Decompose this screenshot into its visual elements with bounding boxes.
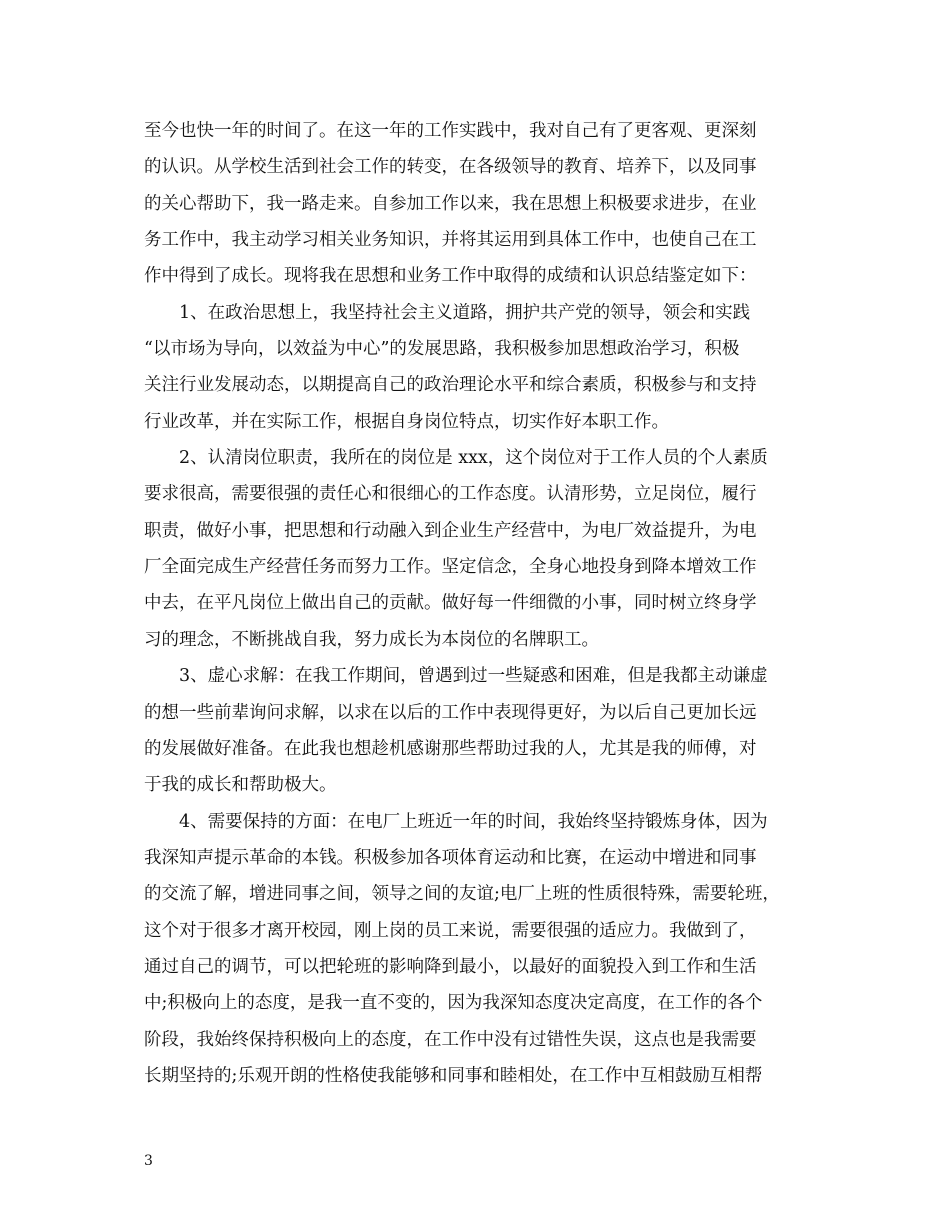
text-line: 我深知声提示革命的本钱。积极参加各项体育运动和比赛，在运动中增进和同事	[144, 847, 757, 868]
page-number: 3	[144, 1153, 153, 1169]
text-line: 习的理念，不断挑战自我，努力成长为本岗位的名牌职工。	[144, 629, 599, 650]
text-line: 的发展做好准备。在此我也想趁机感谢那些帮助过我的人，尤其是我的师傅，对	[144, 738, 757, 759]
text-line: 的想一些前辈询问求解，以求在以后的工作中表现得更好，为以后自己更加长远	[144, 702, 757, 723]
text-line: 关注行业发展动态，以期提高自己的政治理论水平和综合素质，积极参与和支持	[144, 375, 757, 396]
text-line: 3、虚心求解：在我工作期间，曾遇到过一些疑惑和困难，但是我都主动谦虚	[144, 666, 768, 687]
text-line: 职责，做好小事，把思想和行动融入到企业生产经营中，为电厂效益提升，为电	[144, 520, 757, 541]
text-line: 的认识。从学校生活到社会工作的转变，在各级领导的教育、培养下，以及同事	[144, 157, 757, 178]
text-line: 长期坚持的;乐观开朗的性格使我能够和同事和睦相处，在工作中互相鼓励互相帮	[144, 1065, 763, 1086]
text-line: 1、在政治思想上，我坚持社会主义道路，拥护共产党的领导，领会和实践	[144, 302, 751, 323]
document-body	[144, 113, 809, 1094]
text-line: 至今也快一年的时间了。在这一年的工作实践中，我对自己有了更客观、更深刻	[144, 121, 757, 141]
text-line: 作中得到了成长。现将我在思想和业务工作中取得的成绩和认识总结鉴定如下：	[144, 266, 757, 287]
text-line: 中去，在平凡岗位上做出自己的贡献。做好每一件细微的小事，同时树立终身学	[144, 593, 757, 614]
text-line: 这个对于很多才离开校园，刚上岗的员工来说，需要很强的适应力。我做到了，	[144, 920, 757, 941]
text-line: 4、需要保持的方面：在电厂上班近一年的时间，我始终坚持锻炼身体，因为	[144, 811, 768, 832]
text-line: 要求很高，需要很强的责任心和很细心的工作态度。认清形势，立足岗位，履行	[144, 484, 757, 505]
text-line: 行业改革，并在实际工作，根据自身岗位特点，切实作好本职工作。	[144, 411, 669, 432]
text-line: 厂全面完成生产经营任务而努力工作。坚定信念，全身心地投身到降本增效工作	[144, 557, 757, 578]
text-line: 的交流了解，增进同事之间，领导之间的友谊;电厂上班的性质很特殊，需要轮班，	[144, 884, 780, 905]
text-line: “以市场为导向，以效益为中心”的发展思路，我积极参加思想政治学习，积极	[144, 339, 740, 360]
text-line: 2、认清岗位职责，我所在的岗位是 xxx，这个岗位对于工作人员的个人素质	[144, 448, 768, 469]
text-line: 阶段，我始终保持积极向上的态度，在工作中没有过错性失误，这点也是我需要	[144, 1029, 757, 1050]
text-line: 中;积极向上的态度，是我一直不变的，因为我深知态度决定高度，在工作的各个	[144, 993, 763, 1014]
text-line: 于我的成长和帮助极大。	[144, 775, 337, 796]
text-line: 务工作中，我主动学习相关业务知识，并将其运用到具体工作中，也使自己在工	[144, 230, 757, 251]
text-line: 的关心帮助下，我一路走来。自参加工作以来，我在思想上积极要求进步，在业	[144, 193, 757, 214]
text-line: 通过自己的调节，可以把轮班的影响降到最小，以最好的面貌投入到工作和生活	[144, 956, 757, 977]
